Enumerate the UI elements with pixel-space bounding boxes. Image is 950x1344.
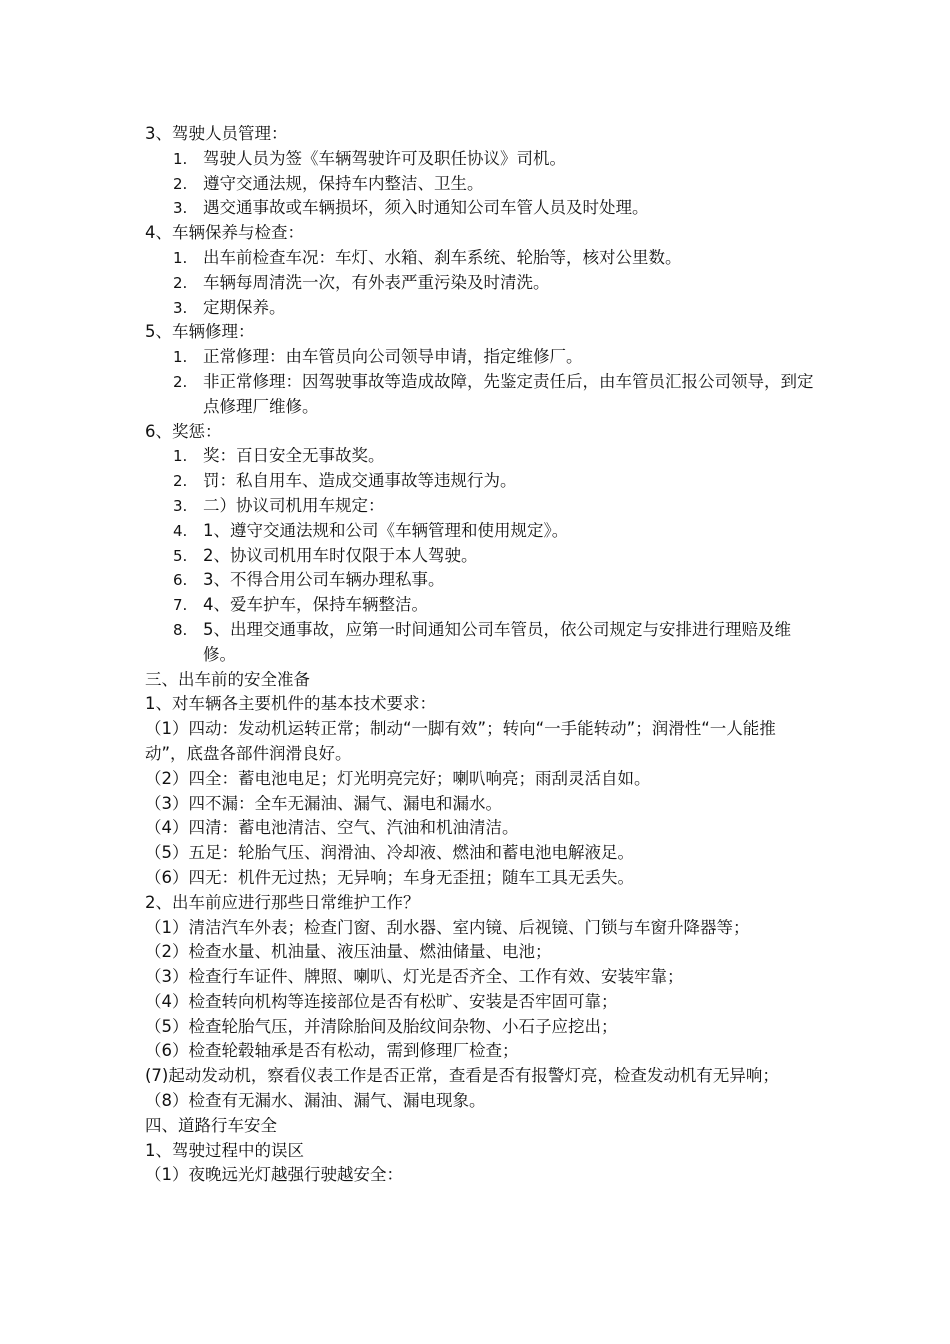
paragraph: （2）四全：蓄电池电足；灯光明亮完好；喇叭响亮；雨刮灵活自如。 — [145, 768, 651, 788]
list-text: 奖：百日安全无事故奖。 — [203, 446, 385, 466]
paragraph: （3）检查行车证件、牌照、喇叭、灯光是否齐全、工作有效、安装牢靠； — [145, 967, 684, 987]
list-item — [145, 519, 815, 544]
list-text: 5、出理交通事故，应第一时间通知公司车管员，依公司规定与安排进行理赔及维修。 — [203, 619, 791, 664]
part-heading: 三、出车前的安全准备 — [145, 669, 310, 689]
list-number: 3. — [173, 298, 188, 317]
list-text: 二）协议司机用车规定： — [203, 495, 385, 515]
list-item — [145, 618, 815, 668]
list-number: 2. — [173, 174, 188, 193]
list-item — [145, 345, 815, 370]
list-item — [145, 544, 815, 569]
paragraph: （1）四动：发动机运转正常；制动“一脚有效”；转向“一手能转动”；润滑性“一人能推动”，底盘各部件润滑良好。 — [145, 719, 776, 763]
list-number: 2. — [173, 472, 188, 491]
paragraph: （6）四无：机件无过热；无异响；车身无歪扭；随车工具无丢失。 — [145, 867, 634, 887]
list-number: 2. — [173, 372, 188, 391]
list-text: 3、不得合用公司车辆办理私事。 — [203, 570, 445, 590]
list-text: 1、遵守交通法规和公司《车辆管理和使用规定》。 — [203, 520, 569, 540]
list-text: 罚：私自用车、造成交通事故等违规行为。 — [203, 471, 517, 491]
list-item — [145, 147, 815, 172]
paragraph: （8）检查有无漏水、漏油、漏气、漏电现象。 — [145, 1091, 486, 1111]
list-item — [145, 172, 815, 197]
list-number: 6. — [173, 571, 188, 590]
list-item — [145, 370, 815, 420]
paragraph: （6）检查轮毂轴承是否有松动，需到修理厂检查； — [145, 1041, 519, 1061]
paragraph: (7)起动发动机，察看仪表工作是否正常，查看是否有报警灯亮，检查发动机有无异响； — [145, 1066, 779, 1086]
paragraph: （4）检查转向机构等连接部位是否有松旷、安装是否牢固可靠； — [145, 991, 618, 1011]
list-number: 2. — [173, 273, 188, 292]
list-text: 车辆每周清洗一次，有外表严重污染及时清洗。 — [203, 272, 550, 292]
list-text: 4、爱车护车，保持车辆整洁。 — [203, 595, 428, 615]
list-item — [145, 568, 815, 593]
list-number: 1. — [173, 447, 188, 466]
list-text: 非正常修理：因驾驶事故等造成故障，先鉴定责任后，由车管员汇报公司领导，到定点修理厂维修。 — [203, 371, 814, 416]
list-text: 出车前检查车况：车灯、水箱、刹车系统、轮胎等，核对公里数。 — [203, 247, 682, 267]
list-text: 定期保养。 — [203, 297, 286, 317]
list-number: 3. — [173, 496, 188, 515]
subsection-heading: 1、对车辆各主要机件的基本技术要求： — [145, 694, 436, 714]
list-item — [145, 494, 815, 519]
subsection-heading: 1、驾驶过程中的误区 — [145, 1140, 304, 1160]
list-number: 7. — [173, 596, 188, 615]
part-heading: 四、道路行车安全 — [145, 1115, 277, 1135]
paragraph: （1）夜晚远光灯越强行驶越安全： — [145, 1165, 403, 1185]
list-item — [145, 271, 815, 296]
list-number: 1. — [173, 348, 188, 367]
document-body — [145, 122, 815, 1188]
list-number: 8. — [173, 620, 188, 639]
section-heading: 3、驾驶人员管理： — [145, 124, 288, 143]
list-item — [145, 593, 815, 618]
list-text: 2、协议司机用车时仅限于本人驾驶。 — [203, 545, 478, 565]
list-number: 4. — [173, 521, 188, 540]
list-number: 5. — [173, 546, 188, 565]
list-item — [145, 444, 815, 469]
list-item — [145, 196, 815, 221]
list-number: 3. — [173, 199, 188, 218]
list-item — [145, 246, 815, 271]
paragraph: （5）检查轮胎气压，并清除胎间及胎纹间杂物、小石子应挖出； — [145, 1016, 618, 1036]
section-heading: 4、车辆保养与检查： — [145, 223, 304, 243]
paragraph: （2）检查水量、机油量、液压油量、燃油储量、电池； — [145, 942, 552, 962]
section-heading: 5、车辆修理： — [145, 322, 255, 342]
paragraph: （1）清洁汽车外表；检查门窗、刮水器、室内镜、后视镜、门锁与车窗升降器等； — [145, 917, 750, 937]
list-text: 遇交通事故或车辆损坏，须入时通知公司车管人员及时处理。 — [203, 198, 649, 218]
list-text: 正常修理：由车管员向公司领导申请，指定维修厂。 — [203, 347, 583, 367]
list-item — [145, 296, 815, 321]
list-item — [145, 469, 815, 494]
subsection-heading: 2、出车前应进行那些日常维护工作？ — [145, 892, 420, 912]
list-text: 遵守交通法规，保持车内整洁、卫生。 — [203, 173, 484, 193]
paragraph: （3）四不漏：全车无漏油、漏气、漏电和漏水。 — [145, 793, 502, 813]
paragraph: （5）五足：轮胎气压、润滑油、冷却液、燃油和蓄电池电解液足。 — [145, 843, 634, 863]
paragraph: （4）四清：蓄电池清洁、空气、汽油和机油清洁。 — [145, 818, 519, 838]
list-number: 1. — [173, 248, 188, 267]
list-text: 驾驶人员为签《车辆驾驶许可及职任协议》司机。 — [203, 148, 566, 168]
list-number: 1. — [173, 149, 188, 168]
section-heading: 6、奖惩： — [145, 421, 222, 441]
